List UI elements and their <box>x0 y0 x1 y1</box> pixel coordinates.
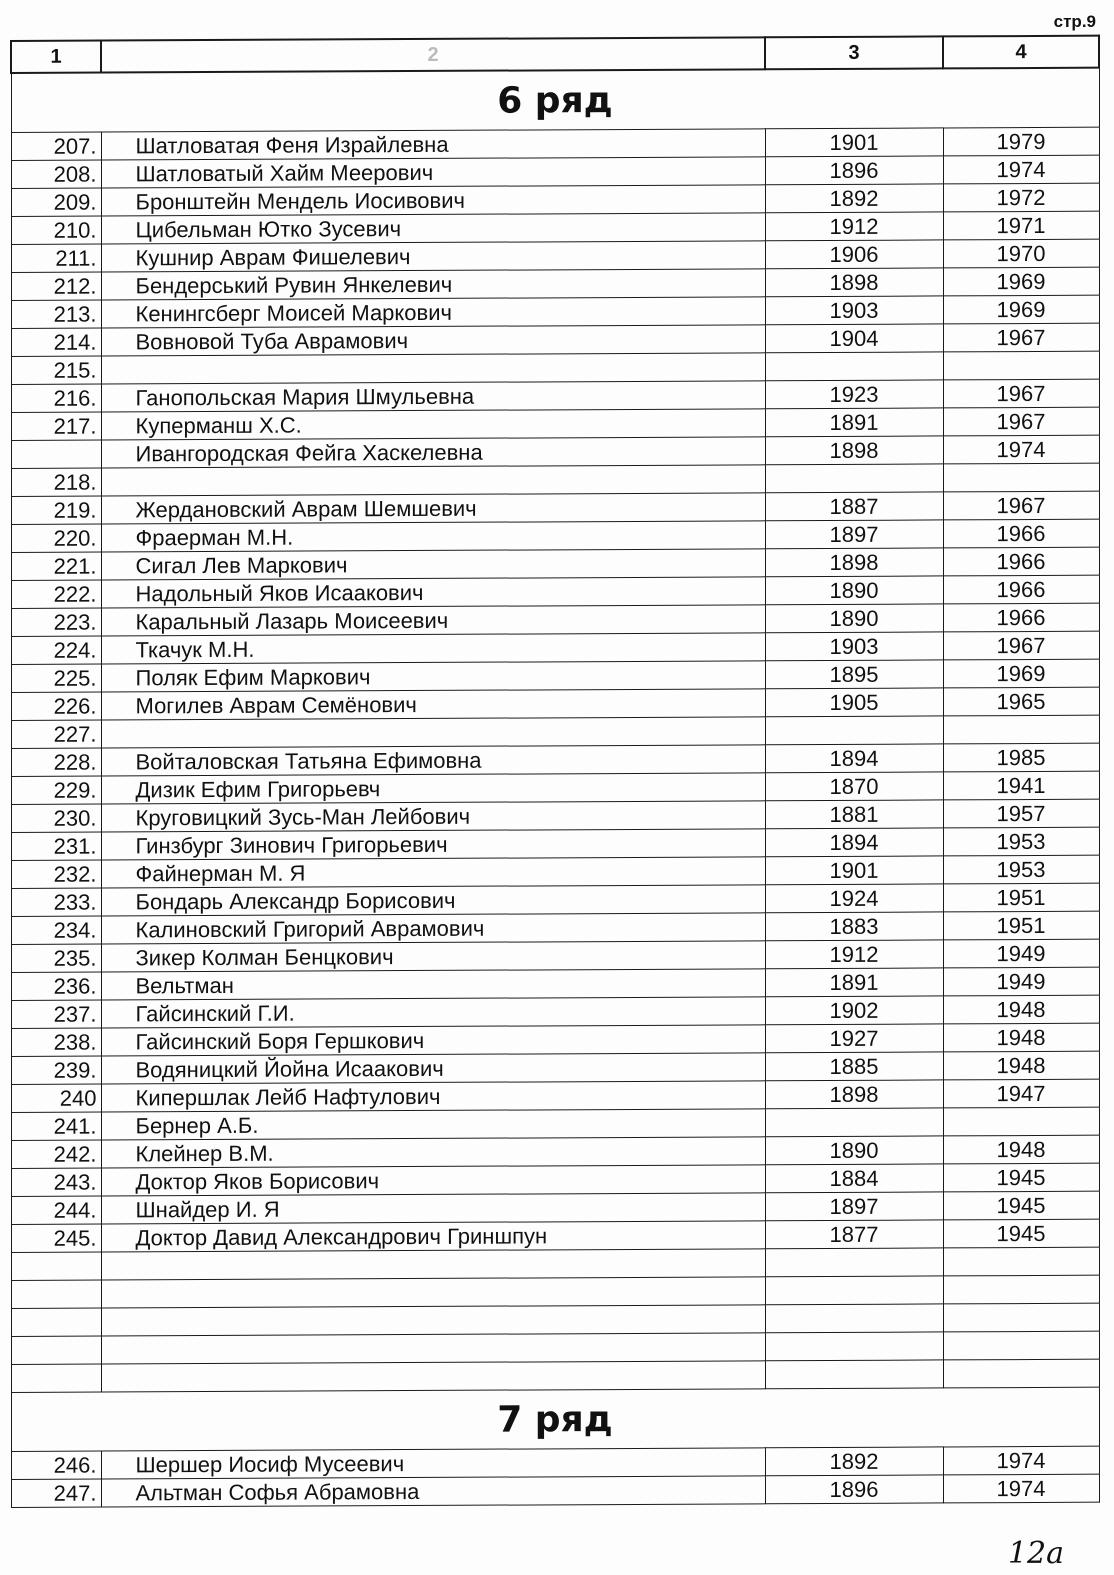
cell-death-year: 1941 <box>943 771 1099 800</box>
cell-birth-year <box>765 352 943 381</box>
cell-birth-year <box>765 716 943 745</box>
cell-record-number: 226. <box>11 692 101 720</box>
cell-record-number: 243. <box>11 1168 101 1196</box>
cell-full-name: Вельтман <box>101 969 765 1000</box>
cell-birth-year <box>765 1276 943 1305</box>
cell-birth-year: 1894 <box>765 828 943 857</box>
cell-death-year: 1948 <box>943 995 1099 1024</box>
cell-record-number: 227. <box>11 720 101 748</box>
cell-record-number: 225. <box>11 664 101 692</box>
cell-full-name: Бернер А.Б. <box>101 1109 765 1140</box>
cell-birth-year: 1870 <box>765 772 943 801</box>
cell-full-name: Доктор Давид Александрович Гриншпун <box>101 1221 765 1252</box>
cell-death-year: 1947 <box>943 1079 1099 1108</box>
cell-full-name: Ткачук М.Н. <box>101 633 765 664</box>
cell-record-number: 231. <box>11 832 101 860</box>
cell-full-name: Гайсинский Г.И. <box>101 997 765 1028</box>
cell-death-year: 1971 <box>943 211 1099 240</box>
cell-record-number: 234. <box>11 916 101 944</box>
row-section-header <box>11 68 1099 133</box>
cell-birth-year: 1898 <box>765 1080 943 1109</box>
cell-death-year: 1953 <box>943 827 1099 856</box>
cell-full-name: Калиновский Григорий Аврамович <box>101 913 765 944</box>
cell-record-number: 208. <box>11 160 101 188</box>
cell-death-year: 1948 <box>943 1135 1099 1164</box>
cell-full-name: Гинзбург Зинович Григорьевич <box>101 829 765 860</box>
section-title: 7 ряд <box>11 1387 1099 1451</box>
cell-death-year <box>943 1303 1099 1332</box>
cell-birth-year: 1891 <box>765 968 943 997</box>
cell-record-number <box>11 440 101 468</box>
cell-death-year <box>943 1247 1099 1276</box>
cell-birth-year: 1924 <box>765 884 943 913</box>
cell-record-number: 244. <box>11 1196 101 1224</box>
cell-record-number: 210. <box>11 216 101 244</box>
column-header-number: 1 <box>11 41 101 73</box>
handwritten-note: 12а <box>1007 1536 1064 1571</box>
cell-death-year: 1967 <box>943 323 1099 352</box>
column-header-row <box>11 36 1099 73</box>
cell-birth-year <box>765 1360 943 1389</box>
cell-record-number: 224. <box>11 636 101 664</box>
cell-death-year: 1967 <box>943 379 1099 408</box>
cell-full-name: Клейнер В.М. <box>101 1137 765 1168</box>
cell-record-number: 216. <box>11 384 101 412</box>
cell-death-year: 1949 <box>943 939 1099 968</box>
cell-record-number: 217. <box>11 412 101 440</box>
cell-death-year: 1974 <box>943 155 1099 184</box>
cell-full-name: Ганопольская Мария Шмульевна <box>101 381 765 412</box>
cell-birth-year: 1881 <box>765 800 943 829</box>
cell-death-year <box>943 1359 1099 1388</box>
cell-full-name: Шершер Иосиф Мусеевич <box>101 1448 765 1479</box>
cell-birth-year: 1897 <box>765 1192 943 1221</box>
cell-full-name: Круговицкий Зусь-Ман Лейбович <box>101 801 765 832</box>
cell-death-year: 1972 <box>943 183 1099 212</box>
cell-death-year: 1974 <box>943 1446 1099 1475</box>
cell-full-name: Куперманш Х.С. <box>101 409 765 440</box>
cell-birth-year <box>765 1332 943 1361</box>
cell-full-name: Доктор Яков Борисович <box>101 1165 765 1196</box>
cell-death-year: 1957 <box>943 799 1099 828</box>
cell-death-year: 1969 <box>943 295 1099 324</box>
cell-record-number: 222. <box>11 580 101 608</box>
cell-record-number: 230. <box>11 804 101 832</box>
cell-birth-year: 1927 <box>765 1024 943 1053</box>
cell-birth-year: 1897 <box>765 520 943 549</box>
cell-record-number: 229. <box>11 776 101 804</box>
cell-death-year: 1945 <box>943 1219 1099 1248</box>
cell-full-name: Жердановский Аврам Шемшевич <box>101 493 765 524</box>
cell-birth-year: 1912 <box>765 212 943 241</box>
cell-birth-year: 1903 <box>765 632 943 661</box>
cell-record-number: 209. <box>11 188 101 216</box>
cell-death-year: 1966 <box>943 603 1099 632</box>
cell-death-year: 1948 <box>943 1023 1099 1052</box>
column-header-name: 2 <box>101 37 765 72</box>
cell-record-number: 207. <box>11 132 101 160</box>
cell-record-number: 240 <box>11 1084 101 1112</box>
cell-full-name: Войталовская Татьяна Ефимовна <box>101 745 765 776</box>
row-section-header <box>11 1387 1099 1451</box>
cell-death-year: 1967 <box>943 631 1099 660</box>
cell-record-number <box>11 1336 101 1364</box>
cell-death-year: 1945 <box>943 1191 1099 1220</box>
cell-record-number: 233. <box>11 888 101 916</box>
cell-birth-year: 1890 <box>765 604 943 633</box>
cell-record-number: 212. <box>11 272 101 300</box>
cell-full-name: Шнайдер И. Я <box>101 1193 765 1224</box>
cell-death-year <box>943 463 1099 492</box>
cell-record-number: 246. <box>11 1451 101 1479</box>
cell-full-name: Кенингсберг Моисей Маркович <box>101 297 765 328</box>
cell-record-number: 228. <box>11 748 101 776</box>
cell-death-year: 1965 <box>943 687 1099 716</box>
cell-full-name: Альтман Софья Абрамовна <box>101 1476 765 1507</box>
cell-death-year <box>943 1331 1099 1360</box>
cell-record-number: 245. <box>11 1224 101 1252</box>
cell-birth-year: 1890 <box>765 576 943 605</box>
cell-birth-year <box>765 1248 943 1277</box>
cell-birth-year: 1903 <box>765 296 943 325</box>
cell-full-name: Вовновой Туба Аврамович <box>101 325 765 356</box>
cell-record-number: 215. <box>11 356 101 384</box>
cell-record-number: 247. <box>11 1479 101 1507</box>
cell-full-name: Бронштейн Мендель Иосивович <box>101 185 765 216</box>
cell-death-year <box>943 715 1099 744</box>
cell-birth-year: 1898 <box>765 268 943 297</box>
cell-record-number: 237. <box>11 1000 101 1028</box>
cell-birth-year: 1896 <box>765 1475 943 1504</box>
cell-full-name <box>101 353 765 384</box>
cell-birth-year: 1901 <box>765 128 943 157</box>
cell-birth-year: 1887 <box>765 492 943 521</box>
cell-birth-year <box>765 464 943 493</box>
cell-record-number: 236. <box>11 972 101 1000</box>
burial-register-table <box>10 35 1100 1508</box>
cell-full-name: Шатловатая Феня Израйлевна <box>101 129 765 160</box>
cell-full-name <box>101 1333 765 1364</box>
cell-death-year: 1969 <box>943 267 1099 296</box>
cell-death-year: 1948 <box>943 1051 1099 1080</box>
cell-record-number: 214. <box>11 328 101 356</box>
cell-birth-year <box>765 1108 943 1137</box>
cell-death-year: 1985 <box>943 743 1099 772</box>
cell-birth-year: 1894 <box>765 744 943 773</box>
cell-full-name: Файнерман М. Я <box>101 857 765 888</box>
cell-birth-year: 1883 <box>765 912 943 941</box>
cell-birth-year: 1892 <box>765 1447 943 1476</box>
cell-birth-year: 1895 <box>765 660 943 689</box>
cell-record-number: 239. <box>11 1056 101 1084</box>
cell-record-number <box>11 1308 101 1336</box>
cell-death-year: 1974 <box>943 1474 1099 1503</box>
cell-birth-year: 1891 <box>765 408 943 437</box>
cell-death-year <box>943 1107 1099 1136</box>
cell-death-year: 1966 <box>943 519 1099 548</box>
cell-full-name: Бендерський Рувин Янкелевич <box>101 269 765 300</box>
cell-full-name: Надольный Яков Исаакович <box>101 577 765 608</box>
cell-death-year: 1974 <box>943 435 1099 464</box>
register-body <box>11 36 1099 1508</box>
cell-record-number: 220. <box>11 524 101 552</box>
cell-record-number <box>11 1280 101 1308</box>
cell-death-year: 1967 <box>943 407 1099 436</box>
cell-record-number <box>11 1252 101 1280</box>
cell-death-year: 1951 <box>943 911 1099 940</box>
page-number: стр.9 <box>1053 12 1096 31</box>
column-header-birth-year: 3 <box>765 36 943 69</box>
cell-full-name: Гайсинский Боря Гершкович <box>101 1025 765 1056</box>
cell-birth-year: 1898 <box>765 548 943 577</box>
cell-birth-year: 1902 <box>765 996 943 1025</box>
cell-birth-year: 1892 <box>765 184 943 213</box>
table-row <box>11 1474 1099 1507</box>
cell-record-number: 238. <box>11 1028 101 1056</box>
cell-death-year: 1970 <box>943 239 1099 268</box>
section-title: 6 ряд <box>11 68 1099 133</box>
cell-full-name: Каральный Лазарь Моисеевич <box>101 605 765 636</box>
cell-birth-year: 1890 <box>765 1136 943 1165</box>
cell-record-number: 241. <box>11 1112 101 1140</box>
cell-death-year: 1966 <box>943 575 1099 604</box>
cell-full-name <box>101 1305 765 1336</box>
cell-birth-year: 1905 <box>765 688 943 717</box>
cell-death-year: 1979 <box>943 127 1099 156</box>
cell-full-name: Цибельман Ютко Зусевич <box>101 213 765 244</box>
cell-full-name <box>101 717 765 748</box>
cell-record-number: 232. <box>11 860 101 888</box>
cell-birth-year: 1912 <box>765 940 943 969</box>
cell-full-name <box>101 1249 765 1280</box>
cell-full-name: Бондарь Александр Борисович <box>101 885 765 916</box>
cell-full-name: Дизик Ефим Григорьевч <box>101 773 765 804</box>
cell-record-number: 223. <box>11 608 101 636</box>
cell-birth-year: 1906 <box>765 240 943 269</box>
cell-full-name: Сигал Лев Маркович <box>101 549 765 580</box>
cell-record-number: 211. <box>11 244 101 272</box>
cell-death-year: 1966 <box>943 547 1099 576</box>
cell-birth-year: 1896 <box>765 156 943 185</box>
cell-birth-year <box>765 1304 943 1333</box>
cell-full-name <box>101 465 765 496</box>
cell-death-year <box>943 351 1099 380</box>
cell-birth-year: 1901 <box>765 856 943 885</box>
cell-full-name: Водяницкий Йойна Исаакович <box>101 1053 765 1084</box>
cell-birth-year: 1885 <box>765 1052 943 1081</box>
cell-record-number: 242. <box>11 1140 101 1168</box>
cell-birth-year: 1877 <box>765 1220 943 1249</box>
cell-record-number <box>11 1364 101 1392</box>
cell-full-name: Зикер Колман Бенцкович <box>101 941 765 972</box>
cell-full-name: Шатловатый Хайм Меерович <box>101 157 765 188</box>
cell-birth-year: 1904 <box>765 324 943 353</box>
cell-full-name: Фраерман М.Н. <box>101 521 765 552</box>
cell-full-name <box>101 1277 765 1308</box>
cell-record-number: 218. <box>11 468 101 496</box>
cell-birth-year: 1884 <box>765 1164 943 1193</box>
cell-full-name: Поляк Ефим Маркович <box>101 661 765 692</box>
cell-death-year: 1945 <box>943 1163 1099 1192</box>
cell-full-name: Могилев Аврам Семёнович <box>101 689 765 720</box>
cell-death-year: 1967 <box>943 491 1099 520</box>
cell-birth-year: 1923 <box>765 380 943 409</box>
cell-full-name <box>101 1361 765 1392</box>
cell-death-year: 1969 <box>943 659 1099 688</box>
column-header-death-year: 4 <box>943 36 1099 69</box>
cell-full-name: Кипершлак Лейб Нафтулович <box>101 1081 765 1112</box>
cell-death-year: 1951 <box>943 883 1099 912</box>
cell-full-name: Кушнир Аврам Фишелевич <box>101 241 765 272</box>
cell-death-year: 1953 <box>943 855 1099 884</box>
cell-death-year: 1949 <box>943 967 1099 996</box>
cell-record-number: 235. <box>11 944 101 972</box>
cell-record-number: 213. <box>11 300 101 328</box>
cell-death-year <box>943 1275 1099 1304</box>
cell-full-name: Ивангородская Фейга Хаскелевна <box>101 437 765 468</box>
cell-record-number: 221. <box>11 552 101 580</box>
cell-record-number: 219. <box>11 496 101 524</box>
cell-birth-year: 1898 <box>765 436 943 465</box>
